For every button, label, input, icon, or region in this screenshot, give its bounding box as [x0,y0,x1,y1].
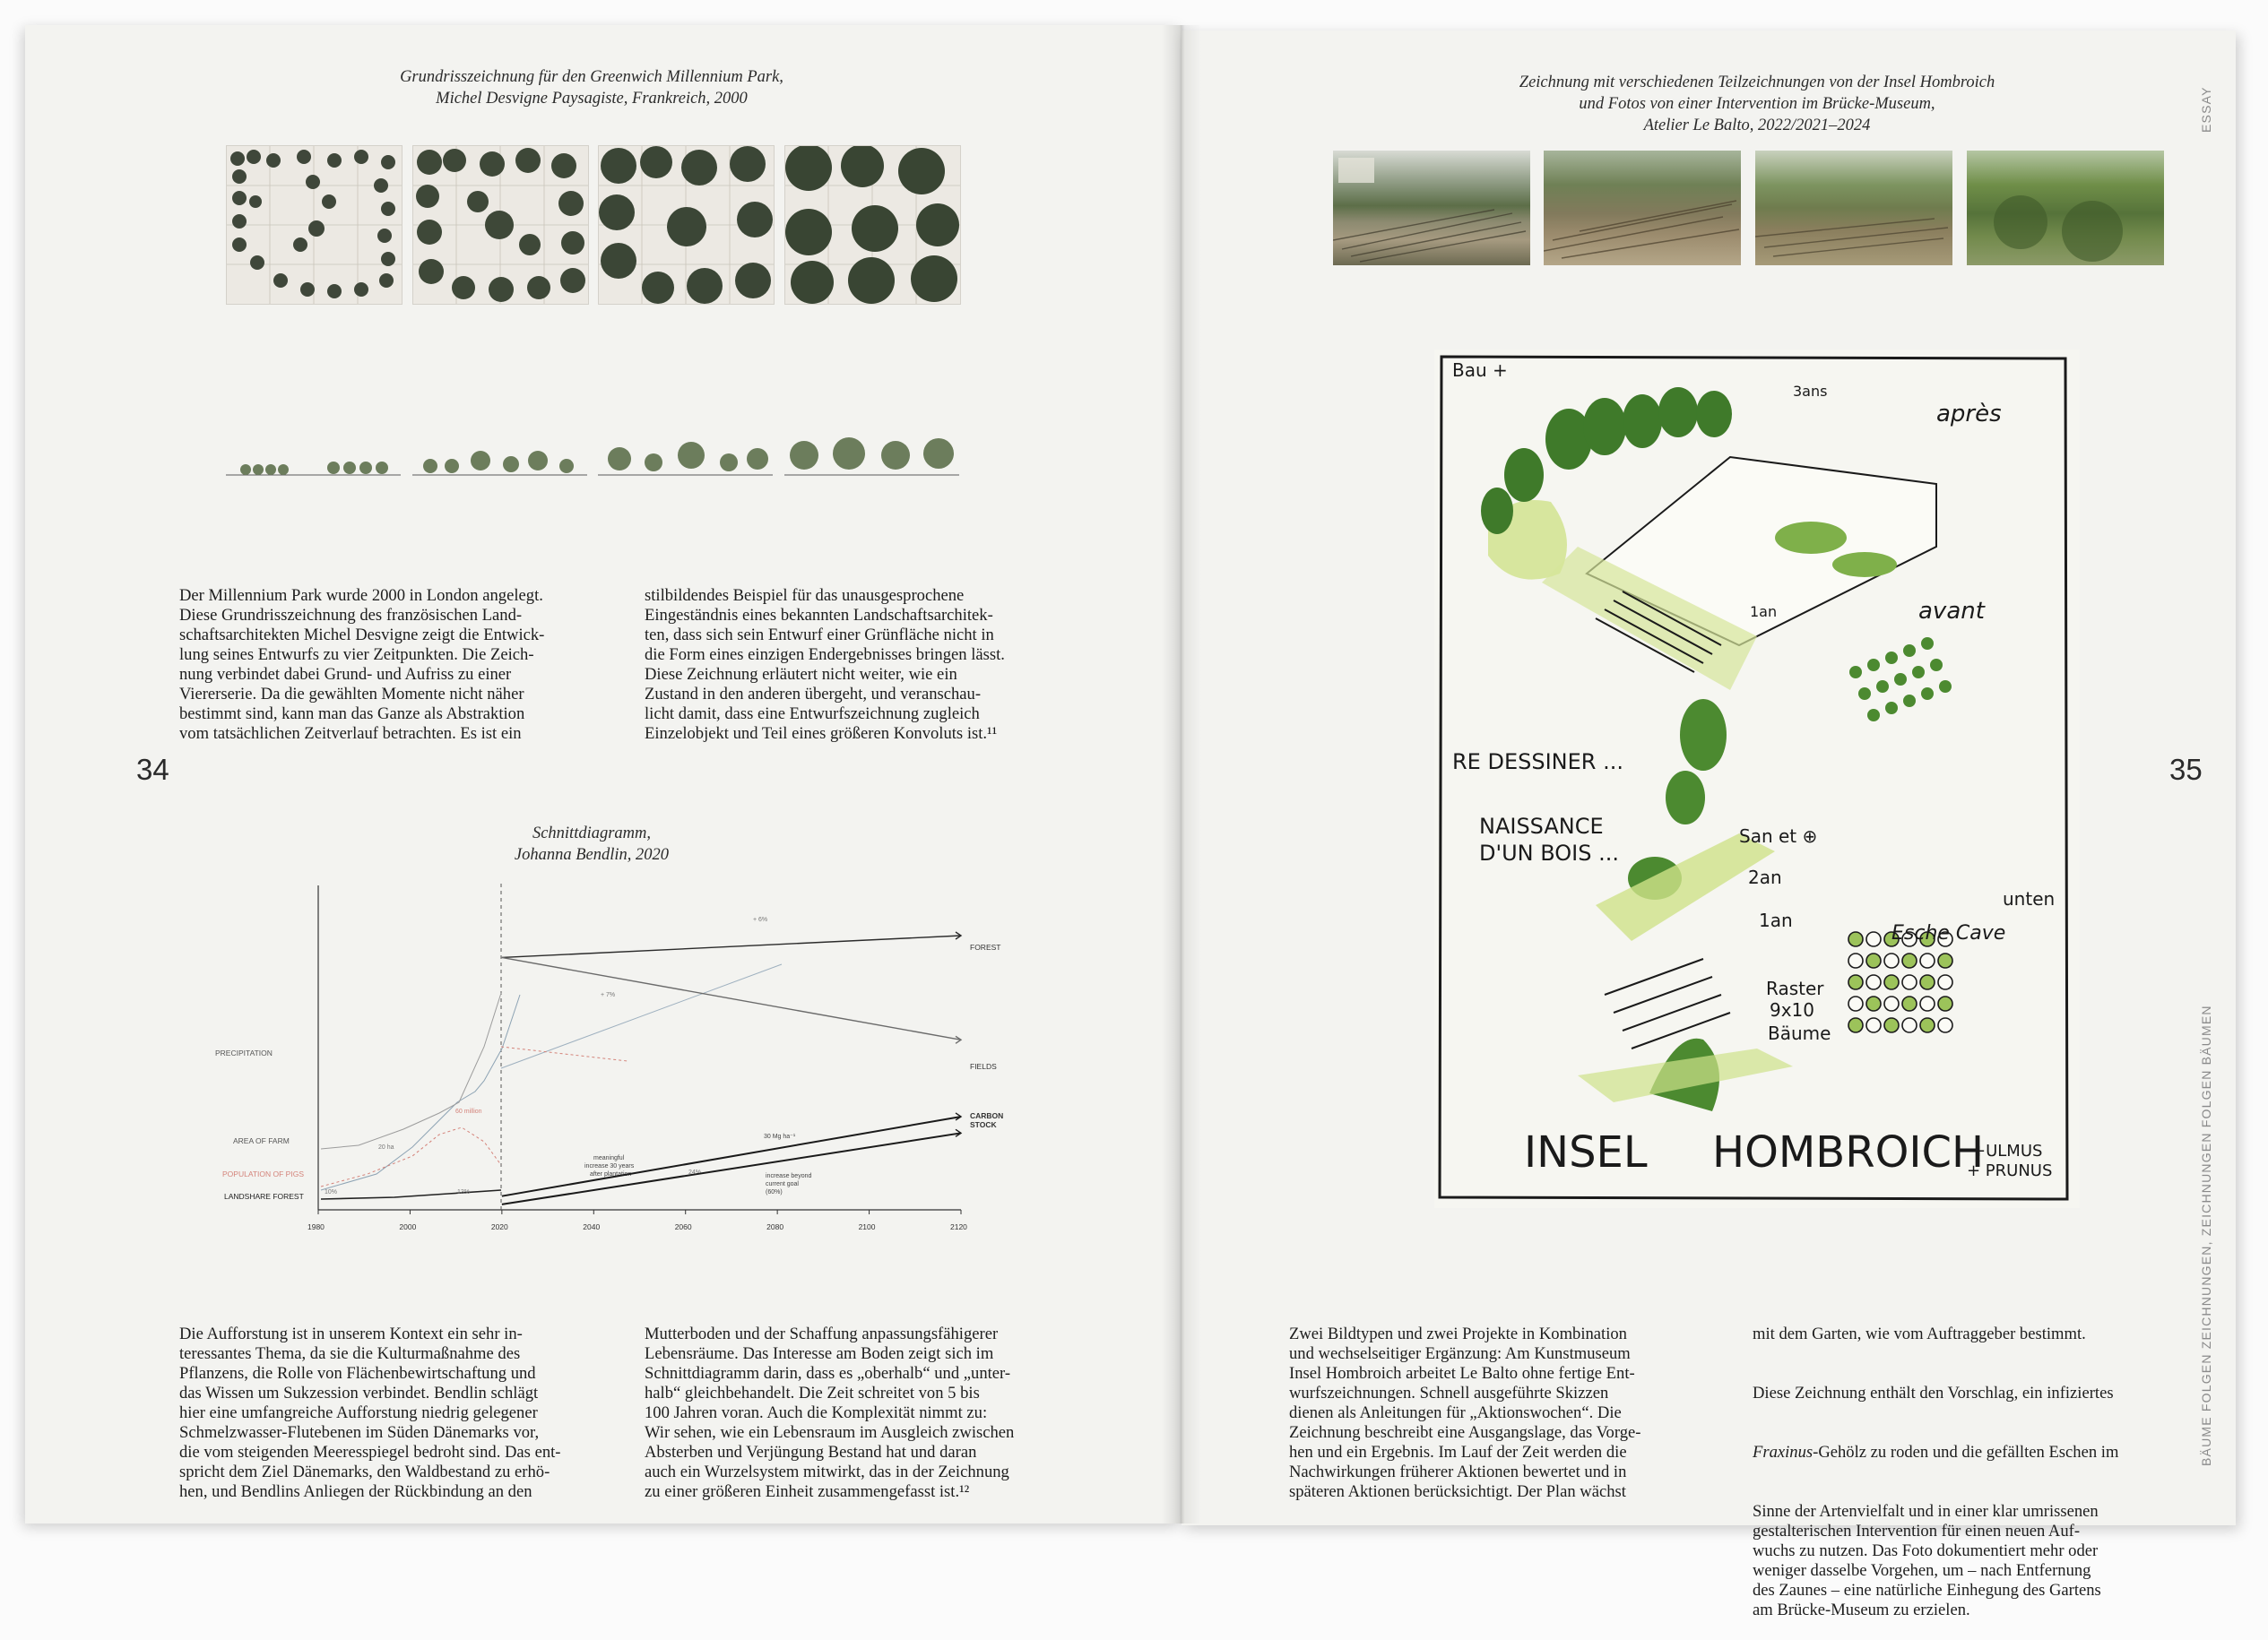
paragraph-le-balto-left: Zwei Bildtypen und zwei Projekte in Kombination und wechselseitiger Ergänzung: Am Kunstmuseum Insel Hombroich arbeitet Le Balto ohne fertige Ent- wurfszeichnungen. Schnell ausgeführte Skizzen dienen als Anleitungen für „Aktionswochen“. Die Zeichnung beschreibt eine Ausgangslage, das Vorge- hen und ein Ergebnis. Im Lauf der Zeit werden die Nachwirkungen früherer Aktionen bewertet und in späteren Aktionen berücksichtigt. Der Plan wächst [1289,1325,1641,1501]
note-meaningful: meaningful [593,1155,625,1161]
series-line-carbon [502,1117,961,1196]
section-drawing-3 [598,436,773,482]
photo-museum-2 [1544,151,1741,265]
note-after-plantation: after plantation [590,1171,632,1178]
sketch-bau: Bau + [1452,359,1508,381]
note-20ha: 20 ha [378,1144,394,1151]
sketch-baume: Bäume [1768,1023,1831,1044]
note-carbon: 30 Mg ha⁻¹ [764,1134,796,1140]
sketch-apres: après [1936,401,2002,427]
chart-caption: Schnittdiagramm, Johanna Bendlin, 2020 [514,824,670,864]
forest-history-line [321,1190,501,1199]
photo-museum-3 [1755,151,1952,265]
note-6pct: + 6% [753,917,768,923]
sketch-dunbois: D'UN BOIS ... [1479,841,1619,866]
plan-drawing-1 [226,145,403,305]
x-tick-label: 2000 [399,1222,417,1231]
note-pigs: 60 million [455,1109,482,1115]
row-label-precipitation: PRECIPITATION [215,1049,273,1057]
plan-caption: Grundrisszeichnung für den Greenwich Millennium Park, Michel Desvigne Paysagiste, Frankreich, 2000 [400,68,783,108]
sketch-esche-cave: Esche Cave [1891,922,2006,945]
pigs-projection-line [501,1047,628,1061]
photo-museum-4 [1967,151,2164,265]
sketch-3ans: 3ans [1793,383,1828,400]
sketch-unten: unten [2003,888,2056,910]
note-13pct: 13% [457,1189,471,1195]
end-label-stock: STOCK [970,1120,997,1129]
section-label-essay: ESSAY [2199,86,2213,133]
page-number-left: 34 [136,753,169,786]
row-label-forest-share: LANDSHARE FOREST [224,1192,304,1201]
paragraph-le-balto-right: mit dem Garten, wie vom Auftraggeber bestimmt. Diese Zeichnung enthält den Vorschlag, ein infiziertes Fraxinus-Gehölz zu roden und die gefällten Eschen im Sinne der Artenvielfalt und in einer klar umrissenen gestalterischen Intervention für einen neuen Auf- wuchs zu nutzen. Das Foto dokumentiert mehr oder weniger dasselbe Vorgehen, um – nach Entfernung des Zaunes – eine natürliche Einhegung des Gartens am Brücke-Museum zu erzielen. [1753,1325,2119,1619]
sketch-avant: avant [1918,598,1985,625]
photo-museum-1 [1333,151,1530,265]
note-10pct: 10% [325,1189,338,1195]
book-gutter [1162,25,1201,1523]
note-60pct: (60%) [766,1189,783,1195]
row-label-area-farm: AREA OF FARM [233,1136,290,1145]
x-tick-label: 1980 [307,1222,325,1231]
plan-drawing-2 [412,145,589,305]
note-increase-beyond: increase beyond [766,1173,812,1179]
precipitation-history-line [321,995,520,1190]
sketch-insel: INSEL [1524,1127,1648,1178]
note-increase-30: increase 30 years [584,1163,635,1170]
end-label-fields: FIELDS [970,1062,997,1071]
sketch-size: 9x10 [1770,999,1815,1021]
series-line-forest [502,936,961,957]
series-line-stock [502,1133,961,1204]
plan-drawing-3 [598,145,775,305]
sketch-naissance: NAISSANCE [1479,814,1604,839]
plan-drawing-4 [784,145,961,305]
farm-history-line [321,993,501,1149]
sketch-raster: Raster [1766,978,1824,999]
note-7pct: + 7% [601,992,616,998]
sketch-2an: 2an [1748,867,1782,888]
end-label-forest: FOREST [970,943,1001,952]
x-tick-label: 2120 [950,1222,967,1231]
sketch-ulmus: +ULMUS [1972,1142,2043,1161]
note-current-goal: current goal [766,1181,799,1187]
page-number-right: 35 [2169,753,2203,786]
precipitation-projection-line [501,964,782,1068]
paragraph-aufforstung-left: Die Aufforstung ist in unserem Kontext ein sehr in- teressantes Thema, da sie die Kulturmaßnahme des Pflanzens, die Rolle von Flächenbewirtschaftung und das Wissen um Sukzession verbindet. Bendlin schlägt hier eine umfangreiche Aufforstung niedrig gelegener Schmelzwasser-Flutebenen im Süden Dänemarks vor, die vom steigenden Meeresspiegel bedroht sind. Das ent- spricht dem Ziel Dänemarks, den Waldbestand zu erhö- hen, und Bendlins Anliegen der Rückbindung an den [179,1325,561,1501]
x-tick-label: 2040 [583,1222,601,1231]
series-line-fields [502,957,961,1040]
section-drawing-1 [226,436,401,482]
row-label-pigs: POPULATION OF PIGS [222,1170,304,1178]
sketch-redessiner: RE DESSINER ... [1452,749,1623,774]
x-tick-label: 2080 [766,1222,784,1231]
sketch-prunus: + PRUNUS [1967,1161,2053,1180]
sketch-1an: 1an [1750,603,1778,620]
x-tick-label: 2100 [858,1222,876,1231]
running-title: BÄUME FOLGEN ZEICHNUNGEN, ZEICHNUNGEN FOLGEN BÄUMEN [2199,1005,2213,1466]
pigs-history-line [321,1127,501,1187]
x-tick-label: 2060 [674,1222,692,1231]
fraxinus-italic: Fraxinus [1753,1443,1814,1462]
paragraph-millennium-right: stilbildendes Beispiel für das unausgesprochene Eingeständnis eines bekannten Landschaftsarchitek- ten, dass sich sein Entwurf einer Grünfläche nicht in die Form eines einzigen Endergebnisses bringen lässt. Diese Zeichnung erläutert nicht weiter, wie ein Zustand in den anderen übergeht, und veranschau- licht damit, dass eine Entwurfszeichnung zugleich Einzelobjekt und Teil eines größeren Konvoluts ist.¹¹ [645,586,1005,743]
sketch-caption: Zeichnung mit verschiedenen Teilzeichnungen von der Insel Hombroich und Fotos von einer Intervention im Brücke-Museum, Atelier Le Balto, 2022/2021–2024 [1519,73,1995,134]
hombroich-sketch [1434,350,2080,1208]
end-label-carbon: CARBON [970,1111,1004,1120]
sketch-1an-b: 1an [1759,910,1793,931]
note-24pct: 24% [688,1170,702,1176]
paragraph-aufforstung-right: Mutterboden und der Schaffung anpassungsfähigerer Lebensräume. Das Interesse am Boden zeigt sich im Schnittdiagramm darin, dass es „oberhalb“ und „unter- halb“ gleichbehandelt. Die Zeit schreitet von 5 bis 100 Jahren voran. Auch die Komplexität nimmt zu: Wir sehen, wie ein Lebensraum im Ausgleich zwischen Absterben und Verjüngung Bestand hat und daran auch ein Wurzelsystem mitwirkt, das in der Zeichnung zu einer größeren Einheit zusammengefasst ist.¹² [645,1325,1015,1501]
section-drawing-2 [412,436,587,482]
section-diagram-chart [215,878,1004,1246]
paragraph-millennium-left: Der Millennium Park wurde 2000 in London angelegt. Diese Grundrisszeichnung des französischen Land- schaftsarchitekten Michel Desvigne zeigt die Entwick- lung seines Entwurfs zu vier Zeitpunkten. Die Zeich- nung verbindet dabei Grund- und Aufriss zu einer Viererserie. Da die gewählten Momente nicht näher bestimmt sind, kann man das Ganze als Abstraktion vom tatsächlichen Zeitverlauf betrachten. Es ist ein [179,586,545,743]
x-tick-label: 2020 [490,1222,508,1231]
sketch-hombroich: HOMBROICH [1712,1127,1985,1178]
sketch-sanet: San et ⊕ [1739,825,1818,847]
section-drawing-4 [784,436,959,482]
